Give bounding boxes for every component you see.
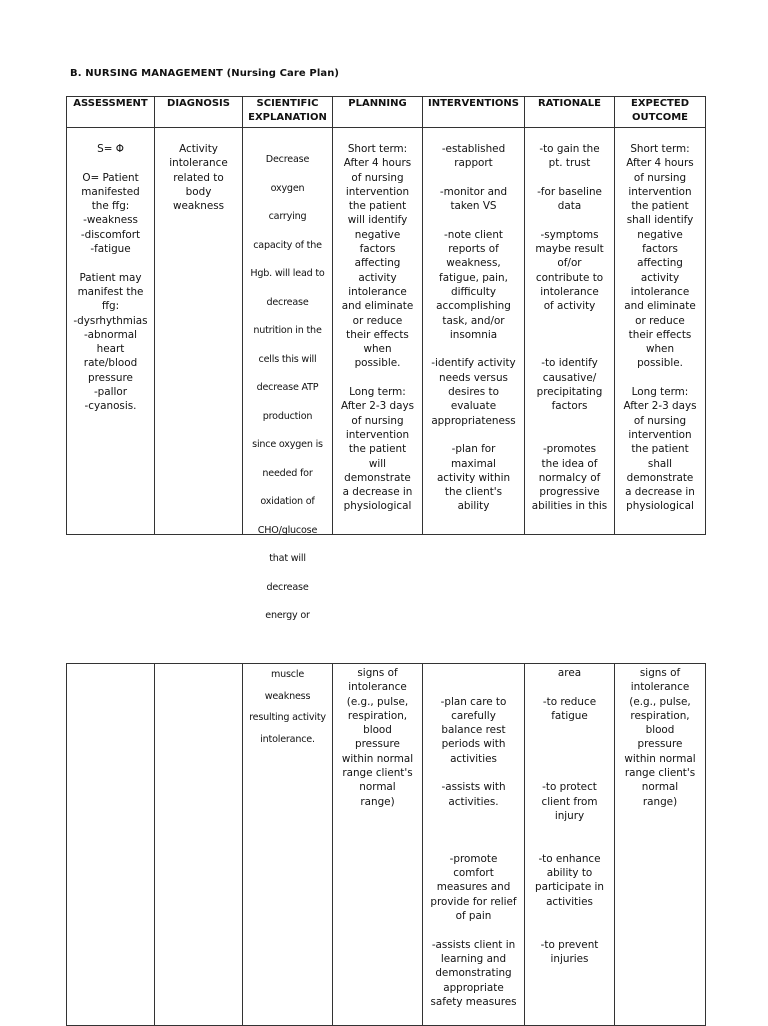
- cell-line: Short term:: [347, 143, 408, 155]
- cell-line: -to enhance: [538, 852, 601, 865]
- cell-line: possible.: [354, 357, 401, 370]
- cell-line: the client's: [444, 486, 503, 499]
- cell-line: [423, 838, 524, 852]
- cell-line: range client's: [624, 767, 696, 780]
- cell-line: the patient: [348, 200, 407, 213]
- cell-line: intervention: [628, 185, 692, 198]
- cell-line: rate/blood: [83, 357, 138, 370]
- cell-line: abilities in this: [531, 500, 608, 513]
- cell-line: affecting: [354, 257, 401, 270]
- col-header-scientific-explanation: SCIENTIFIC EXPLANATION: [243, 97, 333, 128]
- diagnosis-cell-continued: [155, 664, 243, 1026]
- cell-line: [525, 213, 614, 227]
- cell-line: weakness: [172, 200, 225, 213]
- cell-line: Short term:: [630, 143, 690, 155]
- cell-line: that will: [269, 553, 306, 564]
- planning-cell: [333, 128, 423, 535]
- cell-line: [525, 737, 614, 751]
- cell-line: body: [185, 185, 212, 198]
- cell-line: since oxygen is: [252, 439, 323, 450]
- rationale-text: [525, 128, 614, 530]
- cell-line: [423, 809, 524, 823]
- cell-line: oxygen: [270, 182, 305, 194]
- cell-line: injury: [554, 809, 585, 822]
- cell-line: when: [645, 343, 675, 356]
- cell-line: within normal: [341, 752, 414, 765]
- cell-line: [525, 414, 614, 428]
- rationale-text-continued: [525, 664, 614, 1025]
- cell-line: ffg:: [101, 300, 120, 313]
- cell-line: or reduce: [635, 314, 685, 327]
- cell-line: [525, 823, 614, 837]
- cell-line: maximal: [451, 457, 496, 470]
- cell-line: -for baseline: [537, 185, 602, 198]
- col-header-assessment: ASSESSMENT: [67, 97, 155, 128]
- cell-line: [525, 428, 614, 442]
- cell-line: area: [557, 667, 582, 679]
- cell-line: needed for: [262, 467, 313, 479]
- expected-outcome-text-continued: [615, 664, 705, 1025]
- cell-line: shall: [647, 457, 673, 470]
- cell-line: intervention: [345, 185, 410, 198]
- col-header-planning: PLANNING: [333, 97, 423, 128]
- cell-line: S= Φ: [97, 143, 124, 155]
- assessment-cell: [67, 128, 155, 535]
- cell-line: respiration,: [347, 709, 408, 722]
- cell-line: [525, 342, 614, 356]
- interventions-cell: [423, 128, 525, 535]
- cell-line: -to protect: [542, 781, 597, 794]
- cell-line: measures and: [436, 881, 511, 894]
- cell-line: intolerance: [169, 157, 228, 170]
- cell-line: -to identify: [541, 357, 598, 370]
- cell-line: insomnia: [449, 328, 498, 341]
- cell-line: -to gain the: [539, 143, 600, 155]
- cell-line: pressure: [88, 371, 133, 384]
- cell-line: [423, 171, 524, 185]
- cell-line: [525, 752, 614, 766]
- table-row: [67, 128, 706, 535]
- cell-line: shall identify: [626, 214, 694, 227]
- cell-line: [615, 371, 705, 385]
- cell-line: [423, 213, 524, 227]
- cell-line: blood: [645, 724, 675, 737]
- cell-line: (e.g., pulse,: [629, 695, 691, 708]
- cell-line: the ffg:: [91, 200, 130, 213]
- cell-line: weakness,: [446, 257, 501, 270]
- cell-line: capacity of the: [253, 239, 322, 251]
- cell-line: the idea of: [541, 457, 598, 470]
- cell-line: After 2-3 days: [623, 400, 697, 413]
- assessment-text: [67, 128, 154, 530]
- cell-line: of activity: [543, 300, 596, 313]
- cell-line: evaluate: [450, 400, 497, 413]
- rationale-cell-continued: [525, 664, 615, 1026]
- cell-line: balance rest: [441, 724, 506, 737]
- cell-line: accomplishing: [436, 300, 511, 313]
- cell-line: demonstrating: [435, 967, 512, 980]
- cell-line: demonstrate: [344, 471, 411, 484]
- cell-line: comfort: [453, 867, 494, 880]
- cell-line: -fatigue: [90, 243, 131, 256]
- interventions-text: [423, 128, 524, 530]
- cell-line: fatigue, pain,: [439, 271, 508, 284]
- scientific-explanation-cell: [243, 128, 333, 621]
- cell-line: blood: [363, 724, 392, 737]
- cell-line: ability: [457, 500, 490, 513]
- cell-line: intolerance: [348, 285, 407, 298]
- header-row: [67, 97, 706, 128]
- cell-line: reports of: [448, 243, 499, 256]
- cell-line: appropriate: [443, 981, 504, 994]
- cell-line: the patient: [631, 200, 689, 213]
- cell-line: [525, 766, 614, 780]
- cell-line: intervention: [345, 428, 410, 441]
- diagnosis-text: [155, 128, 242, 530]
- cell-line: After 2-3 days: [340, 400, 415, 413]
- cell-line: -plan for: [451, 443, 496, 456]
- cell-line: periods with: [441, 738, 506, 751]
- cell-line: task, and/or: [442, 314, 505, 327]
- cell-line: [525, 723, 614, 737]
- care-plan-table-part-1: [66, 96, 706, 621]
- cell-line: -plan care to: [440, 695, 507, 708]
- cell-line: intolerance.: [260, 733, 315, 745]
- cell-line: manifest the: [77, 285, 144, 298]
- cell-line: [67, 156, 154, 170]
- cell-line: provide for relief: [430, 895, 517, 908]
- cell-line: the patient: [631, 443, 689, 456]
- cell-line: [423, 428, 524, 442]
- cell-line: activities: [450, 752, 497, 765]
- cell-line: precipitating: [536, 386, 603, 399]
- table-row: [67, 664, 706, 1026]
- cell-line: data: [557, 200, 582, 213]
- cell-line: CHO/glucose: [257, 524, 318, 536]
- cell-line: weakness: [264, 690, 311, 702]
- cell-line: O= Patient: [82, 171, 139, 184]
- cell-line: -assists with: [441, 781, 506, 794]
- cell-line: [67, 256, 154, 270]
- cell-line: (e.g., pulse,: [346, 695, 409, 708]
- cell-line: contribute to: [535, 271, 604, 284]
- cell-line: intolerance: [348, 681, 407, 694]
- cell-line: a decrease in: [342, 486, 413, 499]
- planning-cell-continued: [333, 664, 423, 1026]
- cell-line: maybe result: [535, 243, 604, 256]
- cell-line: activity: [358, 271, 397, 284]
- cell-line: [525, 909, 614, 923]
- interventions-text-continued: [423, 664, 524, 1025]
- cell-line: injuries: [550, 952, 589, 965]
- scientific-explanation-text: [243, 128, 332, 621]
- cell-line: -established: [441, 143, 506, 155]
- scientific-explanation-cell-continued: [243, 664, 333, 1026]
- cell-line: negative: [354, 228, 401, 241]
- cell-line: within normal: [624, 752, 696, 765]
- cell-line: [423, 342, 524, 356]
- cell-line: normal: [359, 781, 396, 794]
- cell-line: will: [368, 457, 387, 470]
- cell-line: or reduce: [352, 314, 403, 327]
- cell-line: [525, 328, 614, 342]
- section-heading-sub: (Nursing Care Plan): [226, 68, 340, 79]
- cell-line: Decrease: [265, 154, 310, 165]
- cell-line: [525, 171, 614, 185]
- cell-line: when: [363, 343, 392, 356]
- cell-line: pressure: [637, 738, 683, 751]
- cell-line: -promote: [449, 852, 498, 865]
- section-heading-main: B. NURSING MANAGEMENT: [70, 68, 223, 79]
- cell-line: -weakness: [83, 214, 138, 227]
- cell-line: Long term:: [349, 386, 406, 399]
- cell-line: production: [262, 410, 313, 422]
- cell-line: -pallor: [93, 386, 128, 399]
- cell-line: a decrease in: [625, 486, 695, 499]
- cell-line: pressure: [355, 738, 400, 751]
- cell-line: intolerance: [630, 681, 690, 694]
- cell-line: needs versus: [439, 371, 508, 384]
- cell-line: [423, 823, 524, 837]
- cell-line: progressive: [539, 486, 600, 499]
- cell-line: difficulty: [451, 285, 496, 298]
- cell-line: -monitor and: [439, 185, 508, 198]
- cell-line: Activity: [179, 143, 218, 155]
- cell-line: Patient may: [79, 271, 142, 284]
- assessment-cell-continued: [67, 664, 155, 1026]
- cell-line: [525, 923, 614, 937]
- cell-line: [423, 923, 524, 937]
- cell-line: activities.: [448, 795, 499, 808]
- cell-line: [423, 680, 524, 694]
- section-heading: [70, 68, 339, 79]
- cell-line: causative/: [542, 371, 597, 384]
- cell-line: manifested: [81, 185, 140, 198]
- cell-line: physiological: [343, 500, 412, 513]
- cell-line: intolerance: [540, 285, 599, 298]
- cell-line: factors: [359, 243, 396, 256]
- cell-line: of nursing: [633, 414, 687, 427]
- cell-line: resulting activity: [249, 712, 326, 723]
- cell-line: After 4 hours: [626, 157, 694, 170]
- cell-line: [525, 838, 614, 852]
- cell-line: -promotes: [542, 443, 597, 456]
- cell-line: oxidation of: [260, 496, 315, 507]
- cell-line: desires to: [448, 386, 499, 399]
- cell-line: range client's: [342, 767, 413, 780]
- col-header-rationale: RATIONALE: [525, 97, 615, 128]
- cell-line: of nursing: [351, 171, 404, 184]
- cell-line: activities: [546, 895, 593, 908]
- cell-line: -to prevent: [540, 938, 599, 951]
- cell-line: participate in: [534, 881, 604, 894]
- cell-line: related to: [173, 171, 224, 184]
- cell-line: physiological: [626, 500, 694, 513]
- cell-line: factors: [642, 243, 678, 256]
- cell-line: safety measures: [430, 995, 517, 1008]
- expected-outcome-text: [615, 128, 705, 530]
- cell-line: nutrition in the: [253, 325, 322, 336]
- cell-line: decrease: [266, 581, 309, 593]
- cell-line: -symptoms: [540, 228, 599, 241]
- cell-line: their effects: [346, 328, 409, 341]
- cell-line: of nursing: [633, 171, 687, 184]
- cell-line: fatigue: [551, 709, 588, 722]
- cell-line: appropriateness: [431, 414, 516, 427]
- col-header-expected-outcome: EXPECTED OUTCOME: [615, 97, 706, 128]
- cell-line: Hgb. will lead to: [250, 268, 325, 279]
- cell-line: of/or: [557, 257, 582, 270]
- planning-text-continued: [333, 664, 422, 1025]
- cell-line: -abnormal: [83, 328, 138, 341]
- cell-line: range): [360, 795, 395, 808]
- cell-line: -cyanosis.: [84, 400, 137, 413]
- interventions-cell-continued: [423, 664, 525, 1026]
- cell-line: [333, 371, 422, 385]
- cell-line: factors: [551, 400, 588, 413]
- cell-line: -assists client in: [431, 938, 516, 951]
- cell-line: cells this will: [258, 353, 317, 365]
- cell-line: signs of: [357, 667, 398, 679]
- cell-line: of pain: [455, 910, 492, 923]
- expected-outcome-cell-continued: [615, 664, 706, 1026]
- cell-line: decrease ATP: [256, 382, 319, 393]
- cell-line: muscle: [270, 669, 305, 680]
- cell-line: range): [642, 795, 678, 808]
- cell-line: [423, 666, 524, 680]
- cell-line: learning and: [440, 952, 507, 965]
- cell-line: energy or: [265, 610, 310, 621]
- cell-line: respiration,: [630, 709, 690, 722]
- cell-line: intervention: [628, 428, 692, 441]
- cell-line: signs of: [639, 667, 681, 679]
- col-header-diagnosis: DIAGNOSIS: [155, 97, 243, 128]
- planning-text: [333, 128, 422, 530]
- cell-line: taken VS: [450, 200, 497, 213]
- rationale-cell: [525, 128, 615, 535]
- scientific-explanation-text-continued: [243, 664, 332, 1023]
- cell-line: carrying: [268, 211, 307, 222]
- expected-outcome-cell: [615, 128, 706, 535]
- cell-line: demonstrate: [626, 471, 694, 484]
- cell-line: carefully: [451, 709, 496, 722]
- cell-line: negative: [637, 228, 683, 241]
- care-plan-table-part-2: [66, 663, 706, 1026]
- cell-line: -note client: [443, 228, 503, 241]
- cell-line: ability to: [546, 867, 593, 880]
- cell-line: -dysrhythmias: [73, 314, 148, 327]
- cell-line: will identify: [347, 214, 408, 227]
- cell-line: normalcy of: [538, 471, 601, 484]
- cell-line: -discomfort: [80, 228, 141, 241]
- cell-line: affecting: [637, 257, 683, 270]
- cell-line: heart: [96, 343, 125, 356]
- cell-line: pt. trust: [548, 157, 591, 170]
- cell-line: [525, 680, 614, 694]
- cell-line: decrease: [266, 296, 309, 308]
- cell-line: client from: [541, 795, 598, 808]
- cell-line: [525, 314, 614, 328]
- cell-line: the patient: [348, 443, 407, 456]
- cell-line: activity: [640, 271, 680, 284]
- cell-line: intolerance: [630, 285, 690, 298]
- cell-line: and eliminate: [341, 300, 414, 313]
- cell-line: -identify activity: [431, 357, 516, 370]
- cell-line: After 4 hours: [343, 157, 412, 170]
- cell-line: their effects: [628, 328, 692, 341]
- diagnosis-cell: [155, 128, 243, 535]
- cell-line: of nursing: [351, 414, 404, 427]
- cell-line: and eliminate: [624, 300, 696, 313]
- cell-line: activity within: [436, 471, 511, 484]
- cell-line: possible.: [637, 357, 683, 370]
- col-header-interventions: INTERVENTIONS: [423, 97, 525, 128]
- cell-line: [423, 766, 524, 780]
- cell-line: Long term:: [631, 386, 689, 399]
- cell-line: normal: [641, 781, 679, 794]
- cell-line: -to reduce: [542, 695, 597, 708]
- cell-line: rapport: [454, 157, 493, 170]
